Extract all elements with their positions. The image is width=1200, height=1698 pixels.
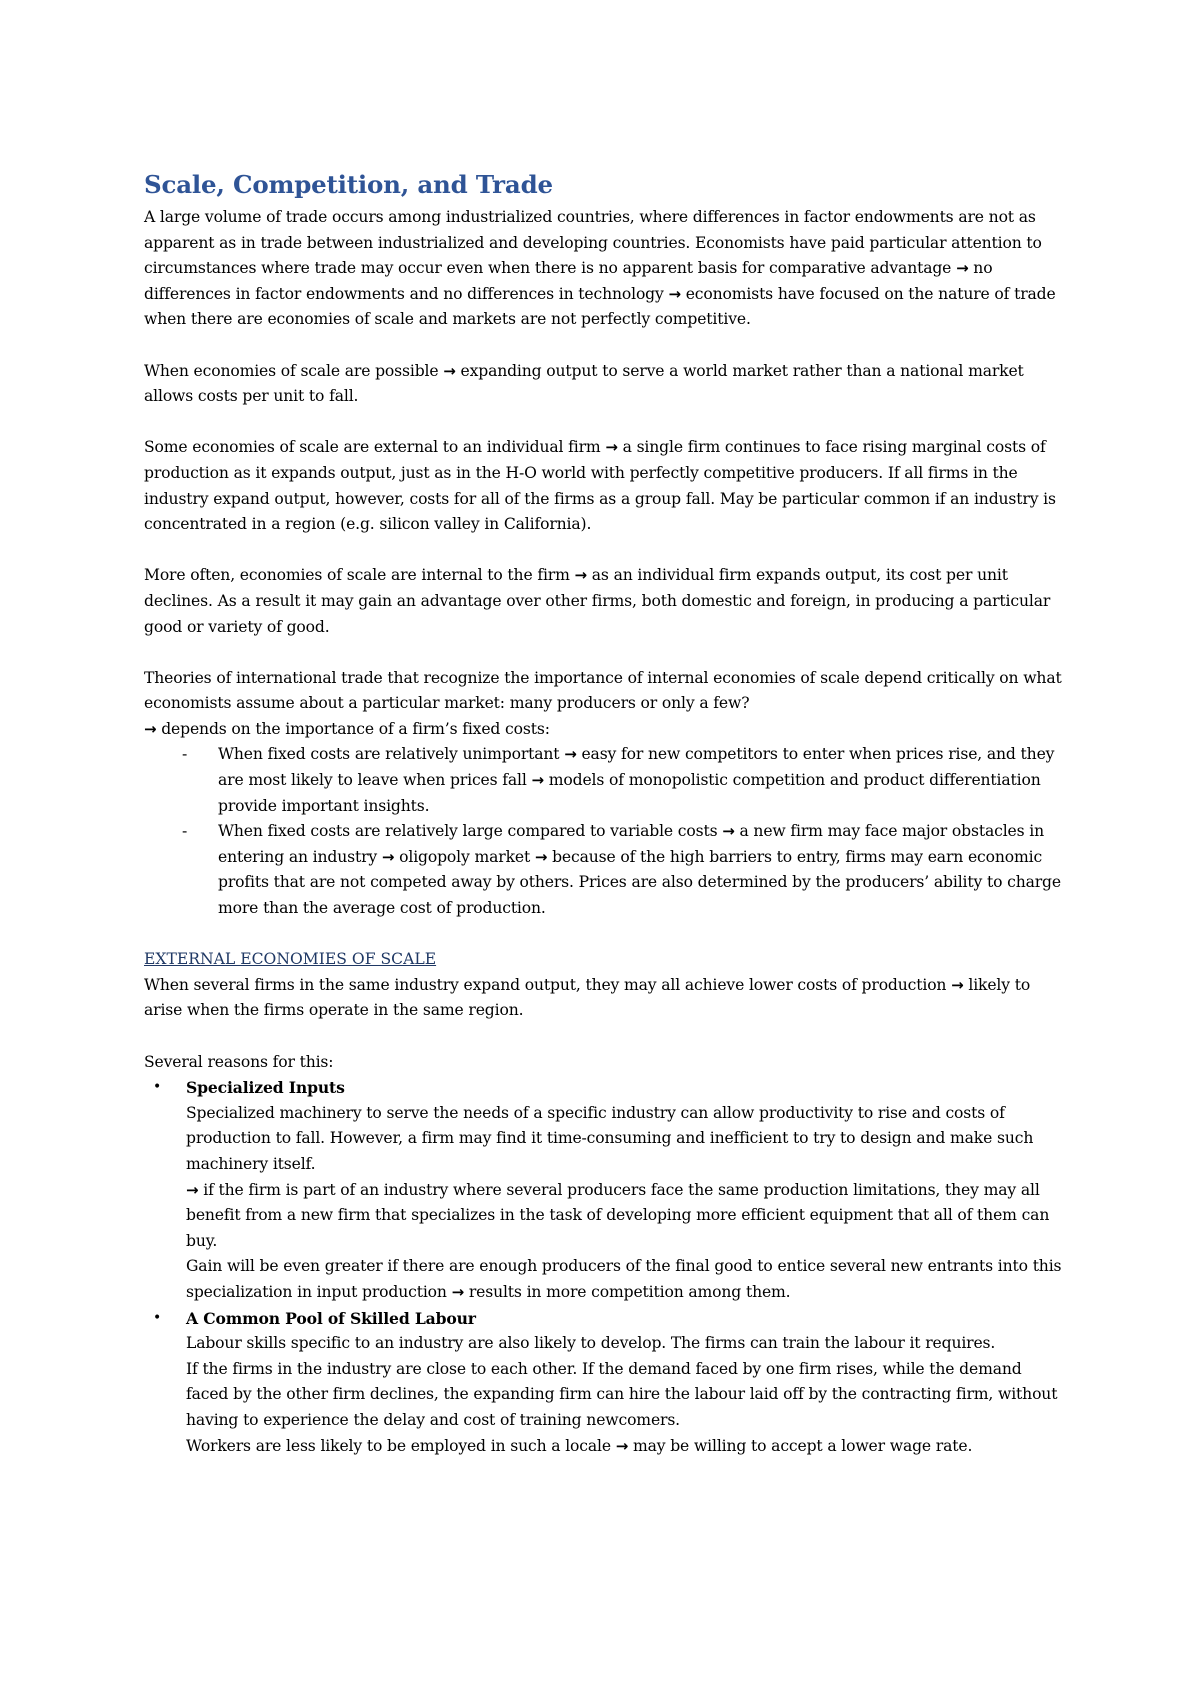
dash-list	[144, 742, 1064, 921]
bullet-text: If the firms in the industry are close to each other. If the demand faced by one firm rises, while the demand faced by the other firm declines, the expanding firm can hire the labour laid off by the contracting firm, without having to experience the delay and cost of training newcomers.	[186, 1359, 1058, 1429]
text-run: may be willing to accept a lower wage rate.	[628, 1436, 973, 1455]
text-run: When economies of scale are possible	[144, 361, 444, 380]
list-item	[144, 819, 1064, 921]
text-run: likely to arise when the firms operate in the same region.	[144, 975, 1031, 1020]
bullet-text: Labour skills specific to an industry are also likely to develop. The firms can train the labour it requires.	[186, 1334, 996, 1353]
arrow-icon: →	[443, 361, 456, 380]
text-run: if the firm is part of an industry where several producers face the same production limitations, they may all benefit from a new firm that specializes in the task of developing more efficient equipment that all of them can buy.	[186, 1180, 1050, 1250]
section-heading-external-economies: EXTERNAL ECONOMIES OF SCALE	[144, 950, 437, 969]
bullet-marker: •	[153, 1309, 162, 1326]
arrow-icon: →	[186, 1180, 199, 1199]
arrow-icon: →	[668, 284, 681, 303]
text-run: expanding output to serve a world market rather than a national market allows costs per unit to fall.	[144, 361, 1024, 406]
document-body	[144, 205, 1064, 1459]
list-item	[144, 1306, 1064, 1460]
paragraph-intro	[144, 205, 1064, 333]
arrow-icon: →	[381, 847, 395, 866]
paragraph-gap	[144, 1024, 1064, 1050]
dash-marker: -	[182, 822, 188, 841]
text-run: More often, economies of scale are internal to the firm	[144, 566, 575, 585]
bullet-text	[186, 1434, 1064, 1460]
paragraph-gap	[144, 538, 1064, 564]
text-run: When fixed costs are relatively large compared to variable costs	[218, 822, 723, 841]
paragraph-external-economies	[144, 435, 1064, 537]
arrow-icon: →	[615, 1436, 629, 1455]
bullet-text: Specialized machinery to serve the needs of a specific industry can allow productivity to rise and costs of production to fall. However, a firm may find it time-consuming and inefficient to try to design and make such machinery itself.	[186, 1103, 1034, 1173]
bullet-list	[144, 1075, 1064, 1459]
arrow-icon: →	[956, 259, 969, 278]
arrow-icon: →	[574, 566, 587, 585]
text-run: Gain will be even greater if there are enough producers of the final good to entice several new entrants into this specialization in input production	[186, 1257, 1062, 1301]
document-page	[144, 168, 1064, 1459]
paragraph-fixed-costs	[144, 717, 1064, 743]
bullet-text	[186, 1178, 1064, 1255]
page-title: Scale, Competition, and Trade	[144, 170, 553, 199]
arrow-icon: →	[605, 438, 618, 457]
paragraph-theories: Theories of international trade that recognize the importance of internal economies of scale depend critically on what economists assume about a particular market: many producers or only a few?	[144, 668, 1062, 713]
text-run: a single firm continues to face rising marginal costs of production as it expands output, just as in the H-O world with perfectly competitive producers. If all firms in the industry expand output, however, costs for all of the firms as a group fall. May be particular common if an industry is concentrated in a region (e.g. silicon valley in California).	[144, 438, 1056, 534]
text-run: economists have focused on the nature of trade when there are economies of scale and markets are not perfectly competitive.	[144, 284, 1056, 329]
text-run: When fixed costs are relatively unimportant	[218, 745, 565, 764]
text-run: easy for new competitors to enter when prices rise, and they are most likely to leave when prices fall	[218, 745, 1055, 790]
paragraph-economies-of-scale	[144, 359, 1064, 410]
bullet-title: Specialized Inputs	[186, 1078, 345, 1098]
bullet-marker: •	[153, 1079, 162, 1096]
arrow-icon: →	[951, 975, 964, 994]
text-run: as an individual firm expands output, its cost per unit declines. As a result it may gain an advantage over other firms, both domestic and foreign, in producing a particular good or variety of good.	[144, 566, 1051, 636]
text-run: because of the high barriers to entry, firms may earn economic profits that are not competed away by others. Prices are also determined by the producers’ ability to charge more than the average cost of production.	[218, 847, 1061, 918]
text-run: Workers are less likely to be employed in such a locale	[186, 1436, 616, 1455]
paragraph-gap	[144, 640, 1064, 666]
paragraph-gap	[144, 922, 1064, 948]
text-run: oligopoly market	[394, 847, 535, 866]
list-item	[144, 742, 1064, 819]
paragraph-several-reasons: Several reasons for this:	[144, 1052, 334, 1071]
arrow-icon: →	[564, 745, 577, 764]
dash-marker: -	[182, 745, 188, 764]
text-run: depends on the importance of a firm’s fixed costs:	[156, 719, 550, 738]
text-run: When several firms in the same industry expand output, they may all achieve lower costs of production	[144, 975, 952, 994]
text-run: a new firm may face major obstacles in entering an industry	[218, 822, 1044, 866]
paragraph-internal-economies	[144, 563, 1064, 640]
arrow-icon: →	[144, 719, 157, 738]
text-run: Some economies of scale are external to an individual firm	[144, 438, 606, 457]
arrow-icon: →	[451, 1282, 465, 1301]
paragraph-several-firms	[144, 973, 1064, 1024]
bullet-title: A Common Pool of Skilled Labour	[186, 1308, 476, 1328]
paragraph-gap	[144, 410, 1064, 436]
arrow-icon: →	[534, 847, 548, 866]
bullet-text	[186, 1254, 1064, 1305]
text-run: results in more competition among them.	[464, 1282, 791, 1301]
arrow-icon: →	[531, 771, 544, 790]
paragraph-gap	[144, 333, 1064, 359]
text-run: models of monopolistic competition and product differentiation provide important insights.	[218, 771, 1041, 815]
arrow-icon: →	[722, 822, 735, 841]
text-run: no differences in factor endowments and no differences in technology	[144, 259, 993, 303]
text-run: A large volume of trade occurs among industrialized countries, where differences in factor endowments are not as apparent as in trade between industrialized and developing countries. Economists have paid particular attention to circumstances where trade may occur even when there is no apparent basis for comparative advantage	[144, 208, 1042, 278]
list-item	[144, 1075, 1064, 1305]
